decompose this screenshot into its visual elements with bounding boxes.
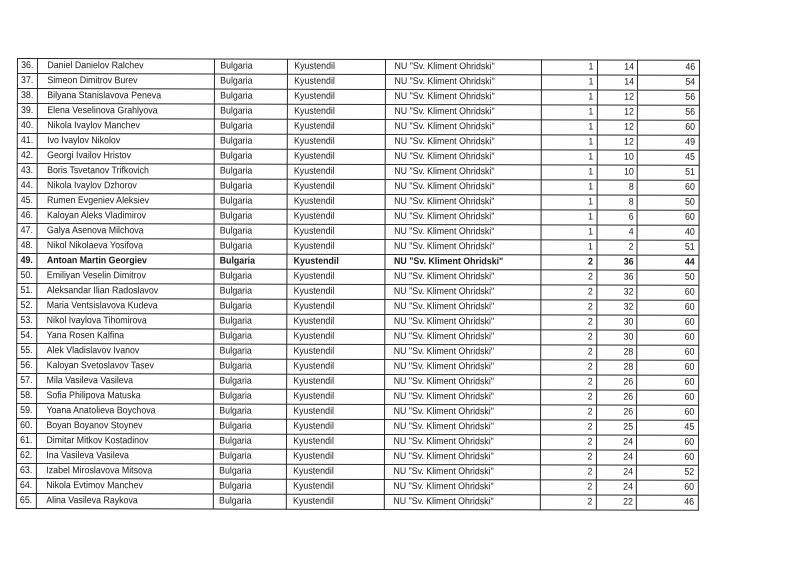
participant-name-cell: Bilyana Stanislavova Peneva — [44, 89, 207, 104]
time-minutes-cell: 60 — [639, 450, 696, 465]
city-cell: Kyustendil — [291, 374, 381, 389]
time-minutes-cell: 44 — [639, 255, 696, 270]
participant-name-cell: Yoana Anatolieva Boychova — [44, 404, 207, 419]
rank-score-cell: 12 — [599, 90, 636, 105]
grade-cell: 2 — [543, 300, 595, 315]
time-minutes-cell: 60 — [639, 375, 696, 390]
table-row — [17, 374, 699, 391]
time-minutes-cell: 46 — [640, 60, 697, 75]
school-cell: NU "Sv. Kliment Ohridski" — [391, 329, 535, 344]
country-cell: Bulgaria — [217, 164, 284, 179]
grade-cell: 1 — [543, 210, 595, 225]
time-minutes-cell: 56 — [640, 105, 697, 120]
city-cell: Kyustendil — [291, 134, 381, 149]
rank-score-cell: 4 — [599, 225, 636, 240]
table-row — [17, 344, 699, 361]
rank-score-cell: 36 — [599, 270, 636, 285]
grade-cell: 1 — [544, 105, 596, 120]
participant-name-cell: Izabel Miroslavova Mitsova — [43, 464, 206, 479]
grade-cell: 2 — [543, 255, 595, 270]
row-number-cell: 46. — [18, 209, 36, 224]
participant-name-cell: Antoan Martin Georgiev — [44, 254, 207, 269]
participant-name-cell: Nikol Nikolaeva Yosifova — [44, 239, 207, 254]
participant-name-cell: Rumen Evgeniev Aleksiev — [44, 194, 207, 209]
row-number-cell: 44. — [18, 179, 36, 194]
country-cell: Bulgaria — [217, 119, 284, 134]
grade-cell: 1 — [543, 180, 595, 195]
row-number-cell: 56. — [17, 359, 35, 374]
grade-cell: 1 — [543, 165, 595, 180]
city-cell: Kyustendil — [290, 419, 380, 434]
city-cell: Kyustendil — [291, 209, 381, 224]
rank-score-cell: 25 — [598, 420, 635, 435]
country-cell: Bulgaria — [216, 479, 283, 494]
participant-name-cell: Nikol Ivaylova Tihomirova — [44, 314, 207, 329]
rank-score-cell: 10 — [599, 150, 636, 165]
city-cell: Kyustendil — [290, 449, 380, 464]
time-minutes-cell: 51 — [639, 240, 696, 255]
participant-name-cell: Nikola Ivaylov Dzhorov — [44, 179, 207, 194]
row-number-cell: 39. — [18, 104, 36, 119]
results-table — [16, 58, 700, 511]
row-number-cell: 57. — [17, 374, 35, 389]
city-cell: Kyustendil — [291, 344, 381, 359]
rank-score-cell: 26 — [598, 375, 635, 390]
participant-name-cell: Georgi Ivailov Hristov — [44, 149, 207, 164]
country-cell: Bulgaria — [217, 89, 284, 104]
grade-cell: 1 — [543, 195, 595, 210]
school-cell: NU "Sv. Kliment Ohridski" — [391, 164, 535, 179]
rank-score-cell: 22 — [598, 495, 635, 510]
time-minutes-cell: 40 — [640, 225, 697, 240]
rank-score-cell: 24 — [598, 465, 635, 480]
rank-score-cell: 24 — [598, 480, 635, 495]
row-number-cell: 45. — [18, 194, 36, 209]
city-cell: Kyustendil — [291, 89, 381, 104]
country-cell: Bulgaria — [216, 434, 283, 449]
results-sheet — [16, 58, 700, 511]
row-number-cell: 49. — [18, 254, 36, 269]
grade-cell: 1 — [544, 120, 596, 135]
participant-name-cell: Sofia Philipova Matuska — [44, 389, 207, 404]
grade-cell: 2 — [543, 495, 595, 510]
participant-name-cell: Ina Vasileva Vasileva — [44, 449, 207, 464]
city-cell: Kyustendil — [291, 329, 381, 344]
school-cell: NU "Sv. Kliment Ohridski" — [391, 239, 535, 254]
city-cell: Kyustendil — [291, 299, 381, 314]
school-cell: NU "Sv. Kliment Ohridski" — [391, 284, 535, 299]
city-cell: Kyustendil — [290, 404, 380, 419]
grade-cell: 2 — [543, 270, 595, 285]
table-row — [17, 59, 699, 76]
city-cell: Kyustendil — [291, 239, 381, 254]
city-cell: Kyustendil — [291, 104, 381, 119]
grade-cell: 1 — [543, 240, 595, 255]
rank-score-cell: 2 — [599, 240, 636, 255]
table-row — [17, 119, 699, 136]
row-number-cell: 60. — [17, 419, 35, 434]
grade-cell: 1 — [544, 90, 596, 105]
grade-cell: 1 — [543, 150, 595, 165]
country-cell: Bulgaria — [217, 194, 284, 209]
country-cell: Bulgaria — [217, 134, 284, 149]
time-minutes-cell: 60 — [639, 315, 696, 330]
grade-cell: 2 — [543, 315, 595, 330]
school-cell: NU "Sv. Kliment Ohridski" — [392, 89, 536, 104]
row-number-cell: 61. — [17, 434, 35, 449]
row-number-cell: 53. — [18, 314, 36, 329]
rank-score-cell: 8 — [599, 195, 636, 210]
row-number-cell: 38. — [18, 89, 36, 104]
table-row — [17, 239, 699, 256]
time-minutes-cell: 60 — [639, 435, 696, 450]
participant-name-cell: Alek Vladislavov Ivanov — [44, 344, 207, 359]
time-minutes-cell: 60 — [639, 480, 696, 495]
city-cell: Kyustendil — [291, 74, 381, 89]
rank-score-cell: 32 — [598, 300, 635, 315]
country-cell: Bulgaria — [217, 284, 284, 299]
city-cell: Kyustendil — [291, 389, 381, 404]
row-number-cell: 37. — [18, 74, 36, 89]
row-number-cell: 36. — [18, 59, 36, 74]
table-row — [17, 194, 699, 211]
time-minutes-cell: 60 — [640, 120, 697, 135]
school-cell: NU "Sv. Kliment Ohridski" — [392, 59, 536, 74]
table-row — [17, 164, 699, 181]
table-row — [17, 314, 699, 331]
grade-cell: 2 — [543, 330, 595, 345]
rank-score-cell: 14 — [599, 60, 636, 75]
grade-cell: 2 — [543, 465, 595, 480]
city-cell: Kyustendil — [291, 164, 381, 179]
table-row — [17, 149, 699, 166]
city-cell: Kyustendil — [290, 479, 380, 494]
rank-score-cell: 6 — [599, 210, 636, 225]
country-cell: Bulgaria — [217, 209, 284, 224]
school-cell: NU "Sv. Kliment Ohridski" — [391, 209, 535, 224]
country-cell: Bulgaria — [217, 239, 284, 254]
city-cell: Kyustendil — [291, 269, 381, 284]
country-cell: Bulgaria — [217, 149, 284, 164]
country-cell: Bulgaria — [216, 464, 283, 479]
city-cell: Kyustendil — [291, 119, 381, 134]
rank-score-cell: 36 — [599, 255, 636, 270]
grade-cell: 2 — [543, 360, 595, 375]
time-minutes-cell: 50 — [639, 270, 696, 285]
grade-cell: 2 — [543, 405, 595, 420]
table-row — [17, 359, 699, 376]
participant-name-cell: Kaloyan Svetoslavov Tasev — [44, 359, 207, 374]
city-cell: Kyustendil — [291, 224, 381, 239]
table-row — [17, 404, 699, 421]
time-minutes-cell: 60 — [639, 390, 696, 405]
rank-score-cell: 26 — [598, 390, 635, 405]
row-number-cell: 58. — [17, 389, 35, 404]
row-number-cell: 41. — [18, 134, 36, 149]
row-number-cell: 48. — [18, 239, 36, 254]
row-number-cell: 62. — [17, 449, 35, 464]
time-minutes-cell: 49 — [640, 135, 697, 150]
city-cell: Kyustendil — [291, 254, 381, 269]
participant-name-cell: Simeon Dimitrov Burev — [45, 74, 208, 89]
time-minutes-cell: 60 — [639, 345, 696, 360]
school-cell: NU "Sv. Kliment Ohridski" — [391, 344, 535, 359]
rank-score-cell: 24 — [598, 435, 635, 450]
city-cell: Kyustendil — [290, 494, 380, 509]
country-cell: Bulgaria — [216, 449, 283, 464]
school-cell: NU "Sv. Kliment Ohridski" — [391, 389, 535, 404]
table-row — [17, 284, 699, 301]
school-cell: NU "Sv. Kliment Ohridski" — [391, 269, 535, 284]
school-cell: NU "Sv. Kliment Ohridski" — [391, 494, 535, 509]
school-cell: NU "Sv. Kliment Ohridski" — [392, 134, 536, 149]
participant-name-cell: Elena Veselinova Grahlyova — [44, 104, 207, 119]
school-cell: NU "Sv. Kliment Ohridski" — [391, 374, 535, 389]
school-cell: NU "Sv. Kliment Ohridski" — [391, 449, 535, 464]
school-cell: NU "Sv. Kliment Ohridski" — [391, 194, 535, 209]
table-row — [16, 478, 698, 495]
table-row — [17, 104, 699, 121]
participant-name-cell: Aleksandar Ilian Radoslavov — [44, 284, 207, 299]
city-cell: Kyustendil — [291, 359, 381, 374]
grade-cell: 1 — [544, 60, 596, 75]
rank-score-cell: 12 — [599, 135, 636, 150]
city-cell: Kyustendil — [291, 284, 381, 299]
grade-cell: 2 — [543, 480, 595, 495]
rank-score-cell: 26 — [598, 405, 635, 420]
grade-cell: 1 — [544, 135, 596, 150]
school-cell: NU "Sv. Kliment Ohridski" — [391, 404, 535, 419]
table-row — [16, 463, 698, 480]
participant-name-cell: Emiliyan Veselin Dimitrov — [44, 269, 207, 284]
grade-cell: 1 — [543, 225, 595, 240]
country-cell: Bulgaria — [217, 224, 284, 239]
rank-score-cell: 30 — [598, 315, 635, 330]
table-row — [16, 434, 698, 451]
time-minutes-cell: 60 — [640, 210, 697, 225]
row-number-cell: 51. — [18, 284, 36, 299]
table-row — [17, 254, 699, 271]
time-minutes-cell: 54 — [640, 75, 697, 90]
time-minutes-cell: 60 — [639, 285, 696, 300]
table-row — [16, 448, 698, 465]
time-minutes-cell: 60 — [639, 300, 696, 315]
country-cell: Bulgaria — [216, 419, 283, 434]
row-number-cell: 55. — [18, 344, 36, 359]
time-minutes-cell: 60 — [639, 405, 696, 420]
participant-name-cell: Kaloyan Aleks Vladimirov — [44, 209, 207, 224]
country-cell: Bulgaria — [216, 494, 283, 509]
row-number-cell: 52. — [18, 299, 36, 314]
time-minutes-cell: 60 — [640, 180, 697, 195]
rank-score-cell: 32 — [598, 285, 635, 300]
rank-score-cell: 10 — [599, 165, 636, 180]
row-number-cell: 43. — [18, 164, 36, 179]
grade-cell: 2 — [543, 435, 595, 450]
participant-name-cell: Daniel Danielov Ralchev — [45, 59, 208, 74]
table-row — [17, 179, 699, 196]
country-cell: Bulgaria — [217, 374, 284, 389]
participant-name-cell: Nikola Ivaylov Manchev — [44, 119, 207, 134]
country-cell: Bulgaria — [217, 254, 284, 269]
school-cell: NU "Sv. Kliment Ohridski" — [391, 179, 535, 194]
time-minutes-cell: 45 — [639, 420, 696, 435]
city-cell: Kyustendil — [291, 314, 381, 329]
participant-name-cell: Galya Asenova Milchova — [44, 224, 207, 239]
table-row — [17, 329, 699, 346]
country-cell: Bulgaria — [217, 359, 284, 374]
table-row — [17, 89, 699, 106]
grade-cell: 2 — [543, 285, 595, 300]
table-row — [17, 389, 699, 406]
participant-name-cell: Boris Tsvetanov Trifkovich — [44, 164, 207, 179]
participant-name-cell: Maria Ventsislavova Kudeva — [44, 299, 207, 314]
time-minutes-cell: 60 — [639, 360, 696, 375]
school-cell: NU "Sv. Kliment Ohridski" — [391, 479, 535, 494]
school-cell: NU "Sv. Kliment Ohridski" — [392, 119, 536, 134]
row-number-cell: 59. — [17, 404, 35, 419]
rank-score-cell: 24 — [598, 450, 635, 465]
rank-score-cell: 12 — [599, 120, 636, 135]
city-cell: Kyustendil — [291, 149, 381, 164]
time-minutes-cell: 46 — [639, 495, 696, 510]
school-cell: NU "Sv. Kliment Ohridski" — [391, 299, 535, 314]
school-cell: NU "Sv. Kliment Ohridski" — [391, 464, 535, 479]
rank-score-cell: 30 — [598, 330, 635, 345]
row-number-cell: 40. — [18, 119, 36, 134]
country-cell: Bulgaria — [217, 179, 284, 194]
country-cell: Bulgaria — [217, 329, 284, 344]
grade-cell: 2 — [543, 345, 595, 360]
school-cell: NU "Sv. Kliment Ohridski" — [391, 434, 535, 449]
participant-name-cell: Yana Rosen Kalfina — [44, 329, 207, 344]
table-row — [17, 209, 699, 226]
time-minutes-cell: 50 — [640, 195, 697, 210]
row-number-cell: 47. — [18, 224, 36, 239]
school-cell: NU "Sv. Kliment Ohridski" — [391, 224, 535, 239]
participant-name-cell: Ivo Ivaylov Nikolov — [44, 134, 207, 149]
grade-cell: 2 — [543, 390, 595, 405]
row-number-cell: 64. — [17, 479, 35, 494]
row-number-cell: 42. — [18, 149, 36, 164]
row-number-cell: 63. — [17, 464, 35, 479]
country-cell: Bulgaria — [216, 404, 283, 419]
grade-cell: 1 — [544, 75, 596, 90]
city-cell: Kyustendil — [290, 464, 380, 479]
participant-name-cell: Nikola Evtimov Manchev — [43, 479, 206, 494]
country-cell: Bulgaria — [217, 314, 284, 329]
grade-cell: 2 — [543, 450, 595, 465]
row-number-cell: 54. — [18, 329, 36, 344]
participant-name-cell: Mila Vasileva Vasileva — [44, 374, 207, 389]
time-minutes-cell: 56 — [640, 90, 697, 105]
school-cell: NU "Sv. Kliment Ohridski" — [392, 104, 536, 119]
school-cell: NU "Sv. Kliment Ohridski" — [391, 359, 535, 374]
city-cell: Kyustendil — [291, 59, 381, 74]
school-cell: NU "Sv. Kliment Ohridski" — [392, 74, 536, 89]
time-minutes-cell: 51 — [640, 165, 697, 180]
table-row — [16, 493, 698, 510]
grade-cell: 2 — [543, 420, 595, 435]
time-minutes-cell: 45 — [640, 150, 697, 165]
rank-score-cell: 12 — [599, 105, 636, 120]
country-cell: Bulgaria — [217, 269, 284, 284]
participant-name-cell: Alina Vasileva Raykova — [43, 494, 206, 509]
participant-name-cell: Dimitar Mitkov Kostadinov — [44, 434, 207, 449]
rank-score-cell: 14 — [599, 75, 636, 90]
rank-score-cell: 28 — [598, 360, 635, 375]
country-cell: Bulgaria — [217, 59, 284, 74]
table-row — [17, 419, 699, 436]
table-row — [17, 134, 699, 151]
time-minutes-cell: 60 — [639, 330, 696, 345]
participant-name-cell: Boyan Boyanov Stoynev — [44, 419, 207, 434]
grade-cell: 2 — [543, 375, 595, 390]
results-table-body — [16, 59, 699, 511]
table-row — [17, 299, 699, 316]
school-cell: NU "Sv. Kliment Ohridski" — [391, 254, 535, 269]
rank-score-cell: 28 — [598, 345, 635, 360]
city-cell: Kyustendil — [290, 434, 380, 449]
row-number-cell: 65. — [17, 494, 35, 509]
city-cell: Kyustendil — [291, 179, 381, 194]
country-cell: Bulgaria — [217, 299, 284, 314]
row-number-cell: 50. — [18, 269, 36, 284]
country-cell: Bulgaria — [217, 344, 284, 359]
school-cell: NU "Sv. Kliment Ohridski" — [391, 419, 535, 434]
time-minutes-cell: 52 — [639, 465, 696, 480]
school-cell: NU "Sv. Kliment Ohridski" — [391, 149, 535, 164]
country-cell: Bulgaria — [217, 104, 284, 119]
country-cell: Bulgaria — [217, 389, 284, 404]
rank-score-cell: 8 — [599, 180, 636, 195]
table-row — [17, 269, 699, 286]
city-cell: Kyustendil — [291, 194, 381, 209]
school-cell: NU "Sv. Kliment Ohridski" — [391, 314, 535, 329]
table-row — [17, 74, 699, 91]
country-cell: Bulgaria — [217, 74, 284, 89]
table-row — [17, 224, 699, 241]
